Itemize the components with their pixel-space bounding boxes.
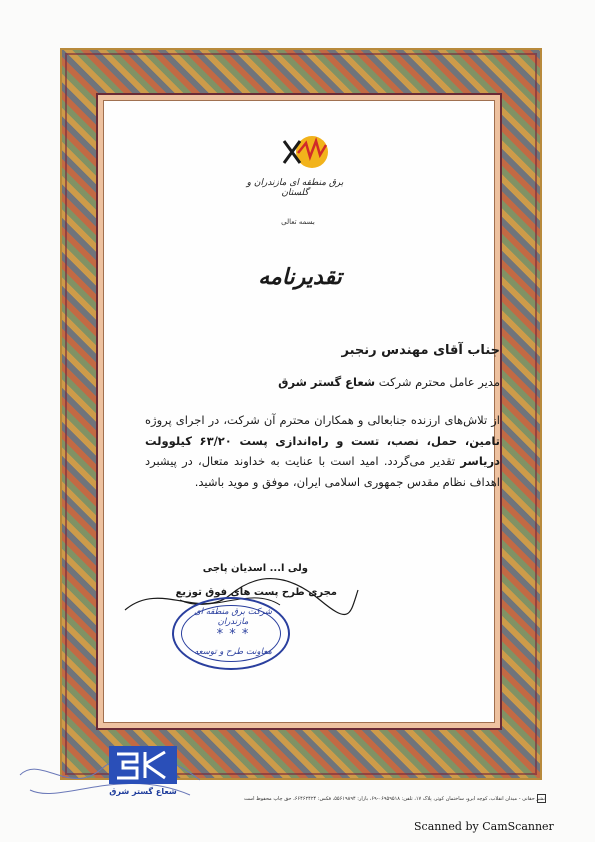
body-text-2: تقدیر می‌گردد. امید است با عنایت به خداوند متعال، در پیشبرد اهداف نظام مقدس جمهوری اسلامی ایران، موفق و موید باشید. [145,454,500,489]
role-prefix: مدیر عامل محترم شرکت [375,375,500,389]
shoa-gostar-logo-icon [103,742,183,792]
footer-address: نشر حقانی - میدان انقلاب، کوچه آبرو، ساختمان کوثر، پلاک ۱۷، تلفن: ۰۶۹۵۹۵۱۸-۶۹، بازار: ۵۵۶۱۹۸۹۴، فکس: ۶۶۴۶۲۴۲۴، حق چاپ محفوظ است [244,796,545,802]
scanner-watermark: Scanned by CamScanner [414,820,554,833]
bismillah-text: بسمه تعالی [281,218,315,226]
body-text-1: از تلاش‌های ارزنده جنابعالی و همکاران محترم آن شرکت، در اجرای پروژه [145,413,500,427]
stamp-bottom-text: معاونت طرح و توسعه [194,647,272,657]
addressee-role [278,375,500,389]
corner-logo-text: شعاع گستر شرق [109,787,177,796]
certificate-body [145,410,500,492]
signer-name: ولی ا... اسدیان پاجی [202,563,308,574]
role-company: شعاع گستر شرق [278,375,376,389]
signer-title: مجری طرح پست های فوق توزیع [175,587,337,598]
stamp-stars: * * * [216,627,250,642]
certificate-title: تقدیرنامه [258,264,342,290]
stamp-top-text: شرکت برق منطقه ای مازندران [194,607,272,627]
addressee-line: جناب آقای مهندس رنجبر [341,343,500,358]
official-stamp [172,597,290,670]
letterhead-company-name: برق منطقه ای مازندران و گلستان [246,178,344,198]
body-project: تامین، حمل، نصب، تست و راه‌اندازی پست ۶۳/۲۰ کیلوولت دریاسر [145,433,500,468]
company-logo-icon [280,133,334,171]
